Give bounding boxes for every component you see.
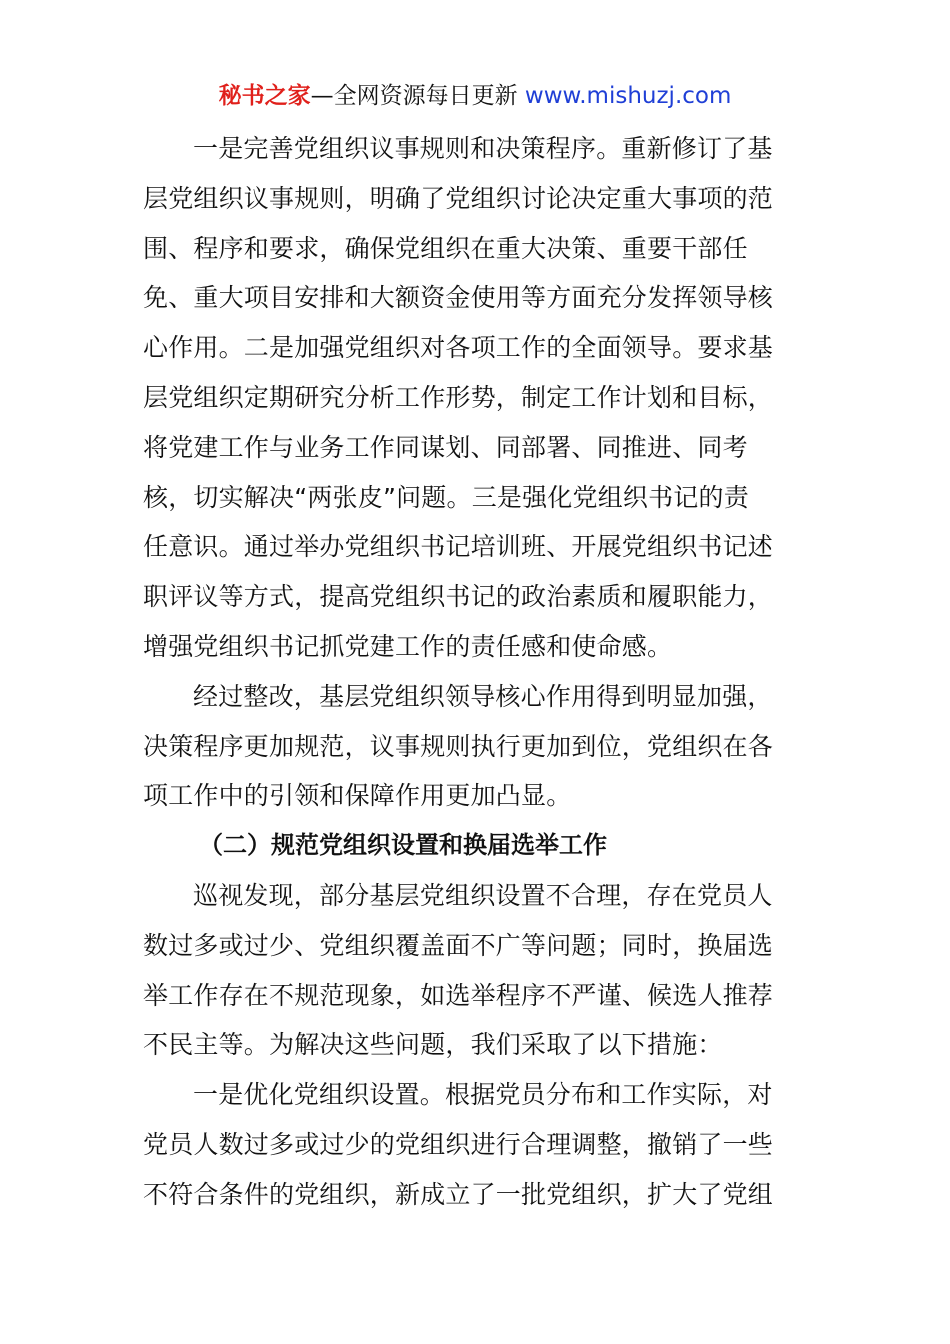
document-body	[143, 124, 807, 1220]
section-heading: （二）规范党组织设置和换届选举工作	[199, 831, 607, 860]
text-line: 巡视发现，部分基层党组织设置不合理，存在党员人	[193, 880, 773, 910]
text-line: 党员人数过多或过少的党组织进行合理调整，撤销了一些	[143, 1129, 774, 1159]
text-line: 数过多或过少、党组织覆盖面不广等问题；同时，换届选	[143, 930, 774, 960]
paragraph-measures-1	[143, 124, 807, 672]
paragraph-results	[143, 672, 807, 821]
paragraph-measures-2	[143, 1070, 807, 1219]
text-line: 不民主等。为解决这些问题，我们采取了以下措施：	[143, 1030, 723, 1060]
site-brand: 秘书之家	[218, 83, 311, 109]
site-header	[0, 80, 950, 112]
text-line: 增强党组织书记抓党建工作的责任感和使命感。	[143, 631, 673, 661]
text-line: 一是完善党组织议事规则和决策程序。重新修订了基	[193, 134, 773, 163]
text-line: 层党组织议事规则，明确了党组织讨论决定重大事项的范	[143, 183, 774, 213]
text-line: 举工作存在不规范现象，如选举程序不严谨、候选人推荐	[143, 980, 774, 1010]
text-line: 一是优化党组织设置。根据党员分布和工作实际，对	[193, 1080, 773, 1110]
text-line: 职评议等方式，提高党组织书记的政治素质和履职能力，	[143, 582, 774, 612]
text-line: 围、程序和要求，确保党组织在重大决策、重要干部任	[143, 233, 748, 263]
text-line: 经过整改，基层党组织领导核心作用得到明显加强，	[193, 681, 773, 711]
site-tagline: —全网资源每日更新	[310, 83, 525, 109]
text-line: 心作用。二是加强党组织对各项工作的全面领导。要求基	[143, 333, 774, 363]
site-url-link[interactable]: www.mishuzj.com	[524, 83, 732, 109]
text-line: 决策程序更加规范，议事规则执行更加到位，党组织在各	[143, 731, 774, 761]
paragraph-findings	[143, 871, 807, 1070]
text-line: 将党建工作与业务工作同谋划、同部署、同推进、同考	[143, 432, 748, 462]
text-line: 任意识。通过举办党组织书记培训班、开展党组织书记述	[143, 532, 774, 562]
text-line: 层党组织定期研究分析工作形势，制定工作计划和目标，	[143, 382, 774, 412]
text-line: 项工作中的引领和保障作用更加凸显。	[143, 781, 572, 811]
text-line: 不符合条件的党组织，新成立了一批党组织，扩大了党组	[143, 1179, 774, 1209]
text-line: 免、重大项目安排和大额资金使用等方面充分发挥领导核	[143, 283, 774, 313]
text-line: 核，切实解决“两张皮”问题。三是强化党组织书记的责	[143, 482, 749, 512]
